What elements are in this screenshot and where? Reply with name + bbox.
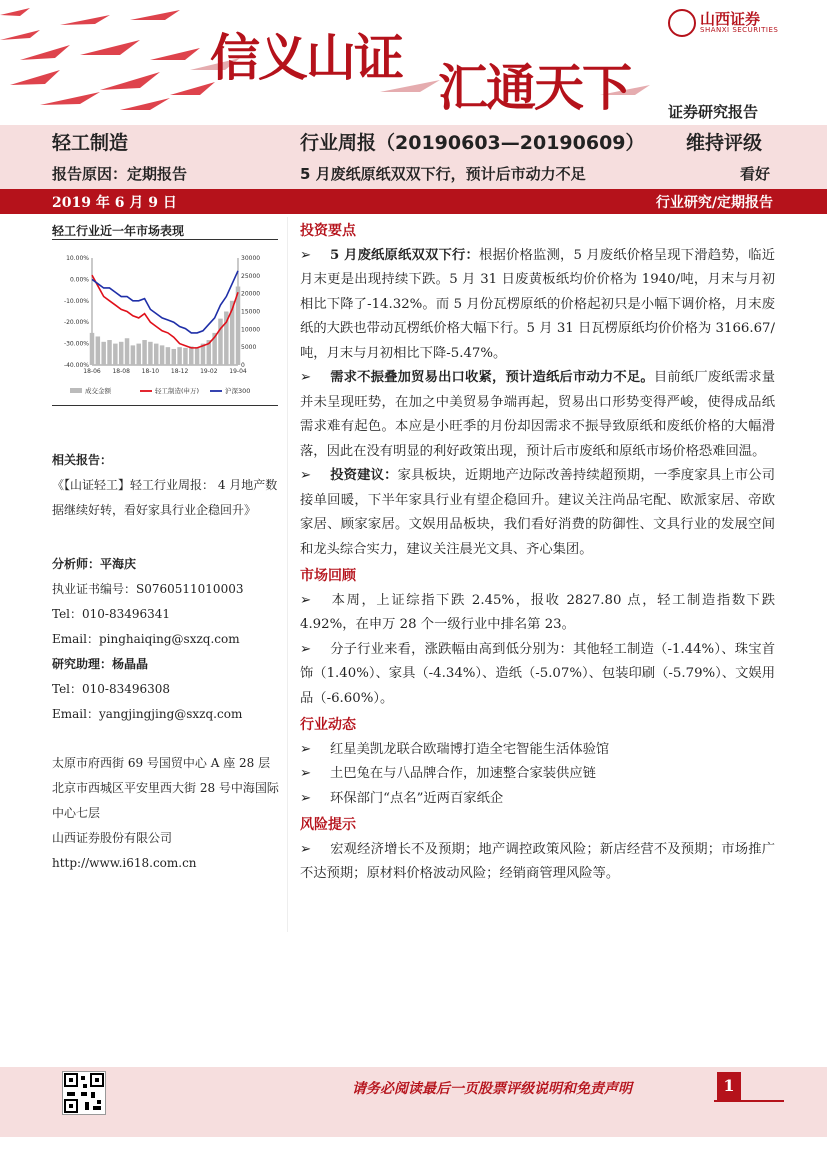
bullet-arrow-icon: ➢ xyxy=(300,766,312,781)
report-title: 行业周报（20190603—20190609） xyxy=(300,132,645,154)
chart-tick-x: 19-04 xyxy=(229,368,247,375)
chart-bar xyxy=(172,349,176,365)
paragraph-market-1: ➢ 本周，上证综指下跌 2.45%，报收 2827.80 点，轻工制造指数下跌 4.92%，在申万 28 个一级行业中排名第 23。 xyxy=(300,589,775,638)
assistant-name: 研究助理：杨晶晶 xyxy=(52,657,149,671)
company-logo-name: 山西证券 xyxy=(700,10,761,28)
disclaimer: 请务必阅读最后一页股票评级说明和免责声明 xyxy=(352,1081,632,1097)
chart-tick-x: 19-02 xyxy=(200,368,218,375)
news-item: ➢ 环保部门“点名”近两百家纸企 xyxy=(300,787,775,812)
chart-tick-left: -20.00% xyxy=(63,319,89,327)
chart-bar xyxy=(119,342,123,365)
chart-bar xyxy=(177,347,181,365)
section-risk: 风险提示 xyxy=(300,817,356,833)
address-beijing: 北京市西城区平安里西大街 28 号中海国际中心七层 xyxy=(52,781,279,820)
chart-tick-right: 15000 xyxy=(241,308,261,316)
column-divider xyxy=(287,217,288,932)
outlook: 看好 xyxy=(740,165,771,183)
bullet-arrow-icon: ➢ xyxy=(300,592,312,608)
chart-bar xyxy=(136,344,140,365)
analyst-cert: 执业证书编号：S0760511010003 xyxy=(52,582,244,596)
related-reports xyxy=(52,448,282,523)
page-number: 1 xyxy=(717,1072,741,1100)
analyst-name: 分析师：平海庆 xyxy=(52,557,137,571)
company-contact xyxy=(52,751,282,876)
related-title: 相关报告： xyxy=(52,453,113,467)
sector-title: 轻工制造 xyxy=(52,132,129,154)
bullet-arrow-icon: ➢ xyxy=(300,641,312,657)
chart-legend-label: 沪深300 xyxy=(225,387,251,395)
chart-bar xyxy=(96,336,100,365)
chart-tick-x: 18-12 xyxy=(170,368,189,375)
chart-bar xyxy=(195,347,199,365)
divider xyxy=(52,239,278,240)
bullet-arrow-icon: ➢ xyxy=(300,468,312,483)
address-taiyuan: 太原市府西街 69 号国贸中心 A 座 28 层 xyxy=(52,756,271,770)
bullet-arrow-icon: ➢ xyxy=(300,247,312,263)
chart-tick-right: 25000 xyxy=(241,272,261,280)
chart-legend-label: 轻工制造(申万) xyxy=(155,387,200,395)
chart-tick-right: 30000 xyxy=(241,255,261,262)
rating: 维持评级 xyxy=(686,132,763,154)
chart-bar xyxy=(131,345,135,365)
bullet-arrow-icon: ➢ xyxy=(300,790,312,806)
chart-tick-right: 0 xyxy=(241,362,245,369)
main-content xyxy=(300,219,775,887)
chart-tick-left: 10.00% xyxy=(66,255,89,262)
chart-line xyxy=(92,271,238,333)
chart-bar xyxy=(154,344,158,365)
qr-code-icon xyxy=(62,1071,106,1115)
chart-bar xyxy=(160,345,164,365)
section-investment-highlights: 投资要点 xyxy=(300,223,356,239)
chart-legend-swatch xyxy=(70,388,82,393)
bullet-arrow-icon: ➢ xyxy=(300,370,312,385)
slogan-part2: 汇通天下 xyxy=(438,58,630,117)
paragraph-paper-prices: ➢ 5 月废纸原纸双双下行：根据价格监测，5 月废纸价格呈现下滑趋势，临近月末更是出现持续下跌。5 月 31 日废黄板纸均价价格为 1940/吨，月末与月初相比下降了-14.32%。而 5 月份瓦楞原纸的价格起初只是小幅下调价格，月末废纸的大跌也带动瓦楞纸价格大幅下行。5 月 31 日瓦楞原纸均价价格为 3166.67/吨，月末与月初相比下降-5.47%。 xyxy=(300,244,775,367)
section-industry-news: 行业动态 xyxy=(300,717,356,733)
company-website[interactable]: http://www.i618.com.cn xyxy=(52,856,197,870)
chart-tick-right: 20000 xyxy=(241,290,261,298)
chart-legend-label: 成交金额 xyxy=(85,387,111,395)
analyst-tel: Tel：010-83496341 xyxy=(52,607,171,621)
chart-bar xyxy=(218,319,222,365)
bullet-arrow-icon: ➢ xyxy=(300,741,312,757)
market-chart-svg xyxy=(52,243,278,403)
chart-tick-x: 18-08 xyxy=(112,368,130,375)
chart-tick-left: -10.00% xyxy=(63,297,89,305)
chart-bar xyxy=(107,340,111,365)
analyst-email[interactable]: Email：pinghaiqing@sxzq.com xyxy=(52,632,240,646)
page-underline xyxy=(714,1100,784,1102)
company-logo-sub: SHANXI SECURITIES xyxy=(700,26,779,34)
slogan-part1: 信义山证 xyxy=(210,28,402,87)
bullet-arrow-icon: ➢ xyxy=(300,841,312,857)
related-report-link[interactable]: 《【山证轻工】轻工行业周报： 4 月地产数据继续好转，看好家具行业企稳回升》 xyxy=(52,478,278,517)
chart-bar xyxy=(148,342,152,365)
paragraph-demand: ➢ 需求不振叠加贸易出口收紧，预计造纸后市动力不足。目前纸厂废纸需求量并未呈现旺势，在加之中美贸易争端再起，贸易出口形势变得严峻，使得成品纸需求难有起色。本应是小旺季的月份却因需求不振导致原纸和废纸价格的大幅滑落，因此在没有明显的利好政策出现，预计后市废纸和原纸市场价格恐难回温。 xyxy=(300,366,775,464)
chart-bar xyxy=(90,333,94,365)
company-name: 山西证券股份有限公司 xyxy=(52,831,173,845)
chart-tick-x: 18-06 xyxy=(83,368,101,375)
report-date: 2019 年 6 月 9 日 xyxy=(52,195,177,211)
assistant-email[interactable]: Email：yangjingjing@sxzq.com xyxy=(52,707,243,721)
chart-tick-left: 0.00% xyxy=(69,276,89,284)
report-category: 行业研究/定期报告 xyxy=(655,195,773,211)
analyst-info xyxy=(52,552,282,727)
section-market-review: 市场回顾 xyxy=(300,568,356,584)
chart-tick-right: 10000 xyxy=(241,326,261,334)
company-logo-icon xyxy=(668,9,696,37)
chart-bar xyxy=(142,340,146,365)
chart-tick-left: -40.00% xyxy=(63,362,89,369)
chart-bar xyxy=(113,344,117,365)
chart-tick-left: -30.00% xyxy=(63,340,89,348)
chart-bar xyxy=(125,338,129,365)
paragraph-investment-advice: ➢ 投资建议：家具板块，近期地产边际改善持续超预期，一季度家具上市公司接单回暖，下半年家具行业有望企稳回升。建议关注尚品宅配、欧派家居、帝欧家居、顾家家居。文娱用品板块，我们看好消费的防御性、文具行业的发展空间和龙头综合实力，建议关注晨光文具、齐心集团。 xyxy=(300,464,775,562)
paragraph-market-2: ➢ 分子行业来看，涨跌幅由高到低分别为：其他轻工制造（-1.44%）、珠宝首饰（1.40%）、家具（-4.34%）、造纸（-5.07%）、包装印刷（-5.79%）、文娱用品（-6.60%）。 xyxy=(300,638,775,712)
report-headline: 5 月废纸原纸双双下行，预计后市动力不足 xyxy=(300,165,586,183)
chart-tick-right: 5000 xyxy=(241,344,257,352)
report-type: 证券研究报告 xyxy=(668,103,759,121)
news-item: ➢ 红星美凯龙联合欧瑞博打造全宅智能生活体验馆 xyxy=(300,738,775,763)
paragraph-risk: ➢ 宏观经济增长不及预期；地产调控政策风险；新店经营不及预期；市场推广不达预期；原材料价格波动风险；经销商管理风险等。 xyxy=(300,838,775,887)
news-item: ➢ 土巴兔在与八品牌合作，加速整合家装供应链 xyxy=(300,762,775,787)
chart-bar xyxy=(189,346,193,365)
divider xyxy=(52,405,278,406)
chart-tick-x: 18-10 xyxy=(141,368,160,375)
assistant-tel: Tel：010-83496308 xyxy=(52,682,171,696)
market-chart xyxy=(52,243,278,403)
chart-title: 轻工行业近一年市场表现 xyxy=(52,224,185,238)
chart-bar xyxy=(101,342,105,365)
chart-bar xyxy=(183,348,187,365)
report-reason: 报告原因：定期报告 xyxy=(52,165,188,183)
chart-bar xyxy=(166,347,170,365)
